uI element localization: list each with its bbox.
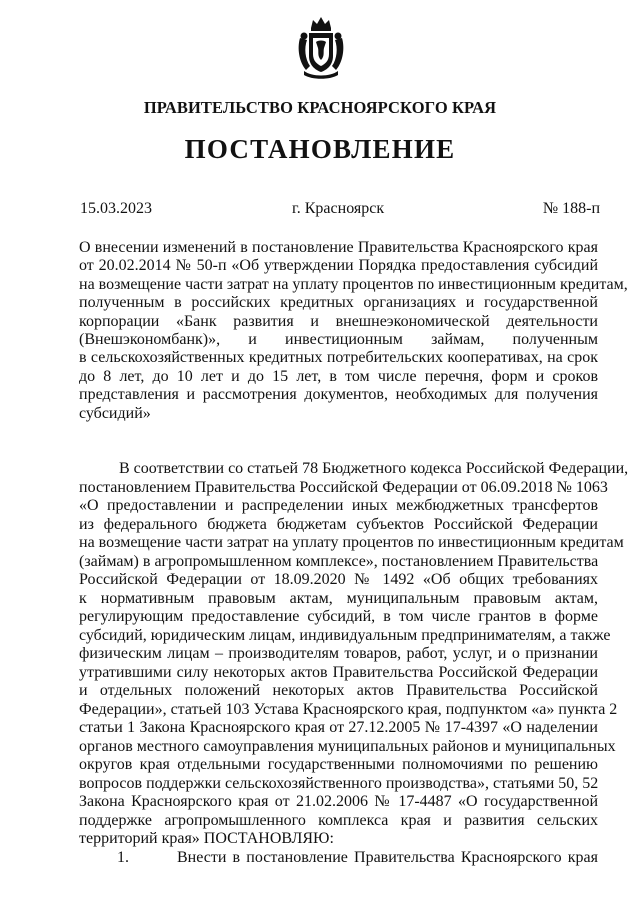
body-line: регулирующим предоставление субсидий, в том числе грантов в форме bbox=[79, 608, 598, 625]
body-line: округов края отдельными государственными полномочиями по решению bbox=[79, 756, 598, 773]
body-line: органов местного самоуправления муниципальных районов и муниципальных bbox=[79, 737, 616, 755]
heading-line: до 8 лет, до 10 лет и до 15 лет, в том числе перечня, форм и сроков bbox=[79, 367, 598, 385]
document-date: 15.03.2023 bbox=[80, 200, 152, 217]
heading-line: от 20.02.2014 № 50-п «Об утверждении Порядка предоставления субсидий bbox=[79, 257, 598, 275]
body-line: территорий края» ПОСТАНОВЛЯЮ: bbox=[79, 830, 334, 847]
heading-line: (Внешэкономбанк)», и инвестиционным займам, полученным bbox=[79, 331, 598, 349]
heading-line: в сельскохозяйственных кредитных потребительских кооперативах, на срок bbox=[79, 349, 598, 367]
body-line: из федерального бюджета бюджетам субъектов Российской Федерации bbox=[79, 515, 598, 533]
resolution-heading bbox=[79, 239, 628, 423]
body-line: Закона Красноярского края от 21.02.2006 № 17-4487 «О государственной bbox=[79, 793, 598, 810]
body-line: статьи 1 Закона Красноярского края от 27.12.2005 № 17-4397 «О наделении bbox=[79, 719, 598, 736]
body-line: и отдельных положений некоторых актов Правительства Российской bbox=[79, 682, 598, 699]
body-line: постановлением Правительства Российской Федерации от 06.09.2018 № 1063 bbox=[79, 478, 608, 496]
body-line: на возмещение части затрат на уплату процентов по инвестиционным кредитам bbox=[79, 534, 624, 551]
document-number: № 188-п bbox=[542, 200, 600, 217]
body-line: Российской Федерации от 18.09.2020 № 1492 «Об общих требованиях bbox=[79, 571, 598, 588]
preamble-body bbox=[79, 460, 629, 867]
item-text: Внести в постановление Правительства Красноярского края bbox=[177, 848, 598, 866]
body-line: утратившими силу некоторых актов Правительства Российской Федерации bbox=[79, 663, 598, 681]
body-line: субсидий, юридическим лицам, индивидуальным предпринимателям, а также bbox=[79, 626, 611, 644]
heading-line: на возмещение части затрат на уплату процентов по инвестиционным кредитам, bbox=[79, 275, 628, 293]
heading-line: корпорации «Банк развития и внешнеэкономической деятельности bbox=[79, 312, 598, 330]
body-line: поддержке агропромышленного комплекса края и развития сельских bbox=[79, 811, 598, 829]
document-city: г. Красноярск bbox=[292, 200, 385, 217]
heading-line: представления и рассмотрения документов, необходимых для получения bbox=[79, 386, 598, 404]
item-number: 1. bbox=[117, 848, 129, 866]
heading-line: субсидий» bbox=[79, 404, 151, 422]
government-title: ПРАВИТЕЛЬСТВО КРАСНОЯРСКОГО КРАЯ bbox=[143, 98, 497, 117]
body-line: к нормативным правовым актам, муниципальным правовым актам, bbox=[79, 589, 598, 607]
body-line: физическим лицам – производителям товаров, работ, услуг, и о признании bbox=[79, 645, 598, 662]
body-line: вопросов поддержки сельскохозяйственного производства», статьями 50, 52 bbox=[79, 774, 599, 792]
list-item bbox=[79, 849, 598, 868]
body-line: В соответствии со статьей 78 Бюджетного кодекса Российской Федерации, bbox=[119, 460, 629, 477]
coat-of-arms-icon bbox=[296, 14, 346, 80]
document-type-title: ПОСТАНОВЛЕНИЕ bbox=[184, 134, 456, 164]
heading-line: О внесении изменений в постановление Правительства Красноярского края bbox=[79, 239, 598, 256]
body-line: «О предоставлении и распределении иных межбюджетных трансфертов bbox=[79, 497, 598, 514]
body-line: Федерации», статьей 103 Устава Красноярского края, подпунктом «а» пункта 2 bbox=[79, 700, 618, 718]
body-line: (займам) в агропромышленном комплексе», постановлением Правительства bbox=[79, 552, 599, 570]
heading-line: полученным в российских кредитных организациях и государственной bbox=[79, 294, 598, 312]
